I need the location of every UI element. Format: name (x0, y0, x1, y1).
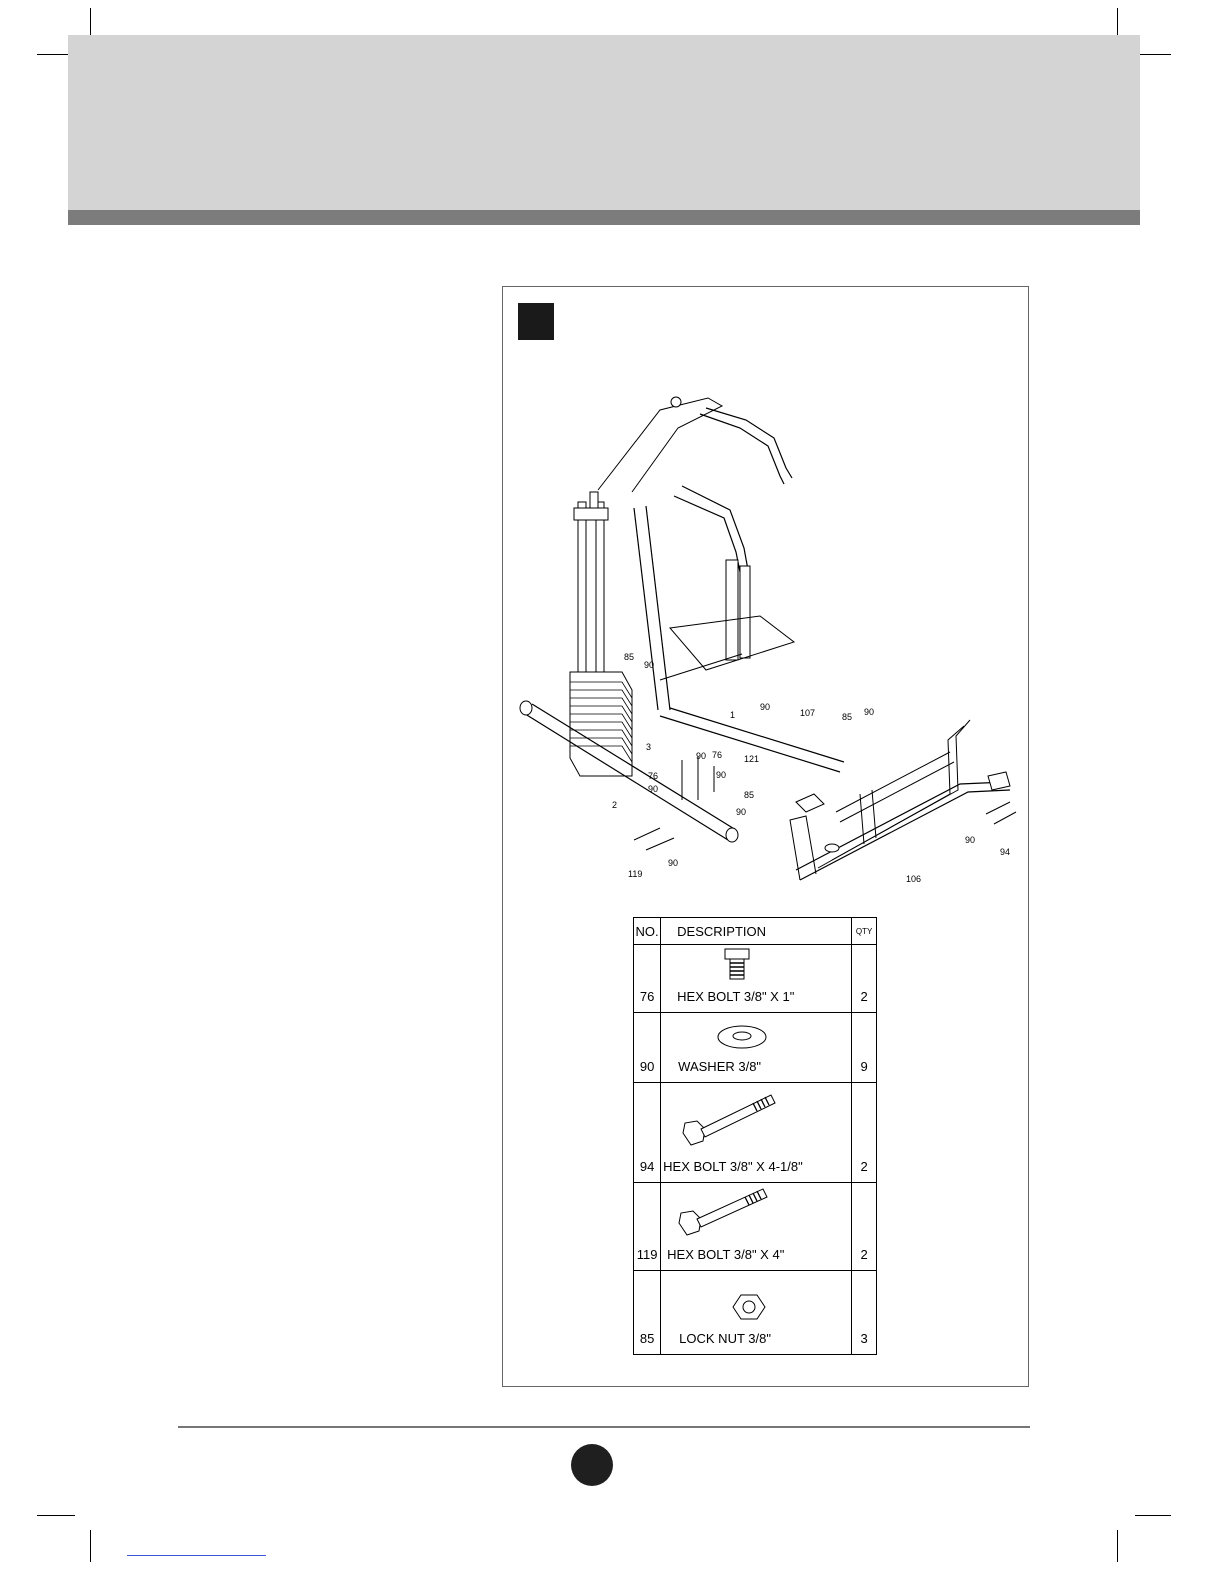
part-qty: 2 (852, 945, 877, 1013)
callout-label: 85 (842, 712, 853, 722)
part-name: LOCK NUT 3/8" (679, 1331, 771, 1346)
callout-label: 90 (668, 858, 679, 868)
table-row (634, 1183, 877, 1271)
callout-label: 2 (612, 800, 618, 810)
part-description-cell (661, 945, 852, 1013)
part-qty: 2 (852, 1183, 877, 1271)
hex-bolt-long-icon (661, 1089, 851, 1151)
table-row (634, 1083, 877, 1183)
table-row (634, 1013, 877, 1083)
callout-label: 90 (716, 770, 727, 780)
callout-label: 76 (648, 771, 659, 781)
callout-label: 94 (1000, 847, 1011, 857)
assembly-diagram (510, 380, 1030, 900)
hex-bolt-short-icon (661, 947, 851, 981)
step-number-box (518, 303, 554, 340)
footer-rule (178, 1426, 1030, 1428)
part-no: 94 (634, 1083, 661, 1183)
callout-label: 106 (906, 874, 922, 884)
part-no: 76 (634, 945, 661, 1013)
column-header-qty: QTY (852, 918, 877, 945)
hex-bolt-long-icon (661, 1183, 851, 1239)
table-row (634, 1271, 877, 1355)
callout-label: 1 (730, 710, 736, 720)
parts-table-header (634, 918, 877, 945)
callout-label: 3 (646, 742, 652, 752)
callout-label: 90 (864, 707, 875, 717)
table-row (634, 945, 877, 1013)
part-description-cell (661, 1271, 852, 1355)
part-qty: 9 (852, 1013, 877, 1083)
callout-label: 90 (965, 835, 976, 845)
callout-label: 90 (736, 807, 747, 817)
part-name: HEX BOLT 3/8" X 1" (677, 989, 795, 1004)
callout-label: 107 (800, 708, 816, 718)
part-name: HEX BOLT 3/8" X 4" (667, 1247, 785, 1262)
callout-label: 76 (712, 750, 723, 760)
callout-label: 90 (696, 751, 707, 761)
parts-table (633, 917, 877, 1355)
lock-nut-icon (661, 1291, 851, 1323)
diagram-callouts (612, 652, 1010, 884)
page-number-badge (571, 1444, 613, 1486)
part-qty: 2 (852, 1083, 877, 1183)
callout-label: 90 (644, 660, 655, 670)
crop-mark (90, 1530, 91, 1562)
header-bar (68, 210, 1140, 225)
part-description-cell (661, 1183, 852, 1271)
part-description-cell (661, 1083, 852, 1183)
crop-mark (37, 1515, 75, 1516)
part-description-cell (661, 1013, 852, 1083)
part-name: HEX BOLT 3/8" X 4-1/8" (663, 1159, 803, 1174)
crop-mark (1117, 1530, 1118, 1562)
header-band (68, 35, 1140, 210)
callout-label: 85 (624, 652, 635, 662)
frame-drawing (520, 397, 1016, 880)
washer-icon (661, 1023, 851, 1051)
callout-label: 90 (760, 702, 771, 712)
callout-label: 121 (744, 754, 760, 764)
part-no: 90 (634, 1013, 661, 1083)
callout-label: 85 (744, 790, 755, 800)
link-underline (127, 1555, 266, 1556)
part-no: 119 (634, 1183, 661, 1271)
column-header-no: NO. (634, 918, 661, 945)
callout-label: 119 (628, 869, 643, 879)
part-no: 85 (634, 1271, 661, 1355)
crop-mark (1135, 1515, 1171, 1516)
part-qty: 3 (852, 1271, 877, 1355)
crop-mark (1135, 54, 1171, 55)
callout-label: 90 (648, 784, 659, 794)
column-header-description: DESCRIPTION (661, 918, 852, 945)
part-name: WASHER 3/8" (678, 1059, 762, 1074)
